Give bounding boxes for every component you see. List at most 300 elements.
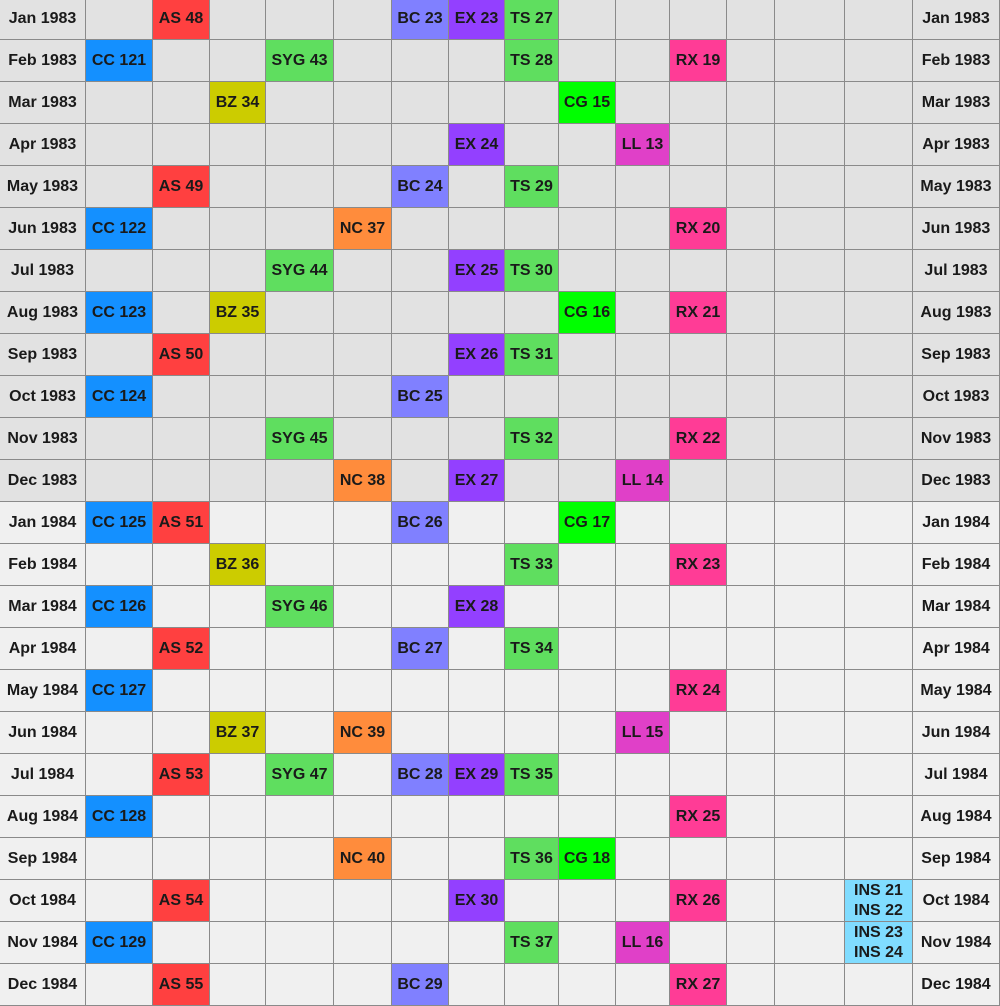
empty-cell	[505, 712, 559, 754]
empty-cell	[616, 82, 670, 124]
empty-cell	[153, 292, 210, 334]
empty-cell	[334, 586, 392, 628]
row-label-left: Aug 1984	[0, 796, 86, 838]
issue-cell-ts: TS 34	[505, 628, 559, 670]
empty-cell	[334, 964, 392, 1006]
empty-cell	[616, 586, 670, 628]
empty-cell	[670, 166, 727, 208]
empty-cell	[775, 838, 845, 880]
empty-cell	[505, 208, 559, 250]
row-label-right: Jul 1984	[913, 754, 1000, 796]
row-label-left: Jul 1984	[0, 754, 86, 796]
empty-cell	[616, 40, 670, 82]
empty-cell	[449, 292, 505, 334]
empty-cell	[616, 754, 670, 796]
issue-cell-cc: CC 124	[86, 376, 153, 418]
empty-cell	[616, 838, 670, 880]
empty-cell	[334, 628, 392, 670]
empty-cell	[266, 670, 334, 712]
issue-cell-syg: SYG 43	[266, 40, 334, 82]
issue-cell-ts: TS 29	[505, 166, 559, 208]
row-label-left: Dec 1984	[0, 964, 86, 1006]
empty-cell	[727, 922, 775, 964]
empty-cell	[210, 586, 266, 628]
empty-cell	[505, 124, 559, 166]
empty-cell	[86, 712, 153, 754]
empty-cell	[153, 460, 210, 502]
issue-label: INS 21	[854, 881, 903, 899]
empty-cell	[334, 40, 392, 82]
empty-cell	[775, 40, 845, 82]
empty-cell	[775, 124, 845, 166]
issue-cell-rx: RX 26	[670, 880, 727, 922]
row-label-right: Sep 1984	[913, 838, 1000, 880]
empty-cell	[845, 376, 913, 418]
issue-cell-bc: BC 23	[392, 0, 449, 40]
empty-cell	[210, 502, 266, 544]
empty-cell	[334, 250, 392, 292]
row-label-right: Jan 1984	[913, 502, 1000, 544]
empty-cell	[775, 292, 845, 334]
row-label-right: Jun 1983	[913, 208, 1000, 250]
empty-cell	[727, 334, 775, 376]
empty-cell	[559, 922, 616, 964]
issue-cell-rx: RX 27	[670, 964, 727, 1006]
empty-cell	[210, 166, 266, 208]
empty-cell	[266, 712, 334, 754]
row-label-right: Jul 1983	[913, 250, 1000, 292]
empty-cell	[392, 922, 449, 964]
empty-cell	[210, 880, 266, 922]
empty-cell	[210, 628, 266, 670]
issue-cell-ts: TS 31	[505, 334, 559, 376]
issue-cell-ts: TS 35	[505, 754, 559, 796]
row-label-right: Dec 1983	[913, 460, 1000, 502]
empty-cell	[153, 418, 210, 460]
empty-cell	[153, 124, 210, 166]
row-label-right: Aug 1983	[913, 292, 1000, 334]
empty-cell	[845, 628, 913, 670]
empty-cell	[392, 796, 449, 838]
empty-cell	[775, 418, 845, 460]
issue-cell-bz: BZ 37	[210, 712, 266, 754]
empty-cell	[775, 544, 845, 586]
empty-cell	[845, 502, 913, 544]
issue-cell-syg: SYG 44	[266, 250, 334, 292]
issue-cell-ts: TS 30	[505, 250, 559, 292]
issue-cell-ts: TS 37	[505, 922, 559, 964]
empty-cell	[210, 460, 266, 502]
empty-cell	[392, 460, 449, 502]
empty-cell	[266, 838, 334, 880]
empty-cell	[153, 712, 210, 754]
empty-cell	[727, 628, 775, 670]
row-label-right: Feb 1984	[913, 544, 1000, 586]
empty-cell	[670, 838, 727, 880]
empty-cell	[845, 334, 913, 376]
empty-cell	[845, 250, 913, 292]
row-label-left: Apr 1984	[0, 628, 86, 670]
row-label-left: Mar 1983	[0, 82, 86, 124]
empty-cell	[559, 40, 616, 82]
row-label-left: Nov 1984	[0, 922, 86, 964]
row-label-right: Mar 1983	[913, 82, 1000, 124]
empty-cell	[153, 922, 210, 964]
empty-cell	[616, 796, 670, 838]
row-label-left: Jan 1983	[0, 0, 86, 40]
issue-cell-as: AS 51	[153, 502, 210, 544]
empty-cell	[210, 250, 266, 292]
empty-cell	[153, 586, 210, 628]
empty-cell	[334, 334, 392, 376]
row-label-left: Aug 1983	[0, 292, 86, 334]
empty-cell	[727, 712, 775, 754]
row-label-right: Dec 1984	[913, 964, 1000, 1006]
row-label-left: Jun 1983	[0, 208, 86, 250]
empty-cell	[210, 208, 266, 250]
empty-cell	[266, 334, 334, 376]
empty-cell	[727, 82, 775, 124]
empty-cell	[616, 250, 670, 292]
empty-cell	[86, 628, 153, 670]
empty-cell	[86, 0, 153, 40]
empty-cell	[153, 208, 210, 250]
issue-label: INS 24	[854, 943, 903, 961]
row-label-right: Apr 1984	[913, 628, 1000, 670]
issue-cell-syg: SYG 46	[266, 586, 334, 628]
empty-cell	[727, 0, 775, 40]
empty-cell	[670, 460, 727, 502]
empty-cell	[845, 964, 913, 1006]
empty-cell	[616, 502, 670, 544]
empty-cell	[559, 628, 616, 670]
empty-cell	[559, 166, 616, 208]
row-label-right: Feb 1983	[913, 40, 1000, 82]
issue-cell-ts: TS 28	[505, 40, 559, 82]
empty-cell	[727, 124, 775, 166]
row-label-left: Oct 1984	[0, 880, 86, 922]
empty-cell	[559, 376, 616, 418]
issue-cell-cc: CC 126	[86, 586, 153, 628]
empty-cell	[210, 334, 266, 376]
empty-cell	[392, 880, 449, 922]
empty-cell	[334, 166, 392, 208]
empty-cell	[616, 334, 670, 376]
empty-cell	[505, 880, 559, 922]
empty-cell	[727, 418, 775, 460]
empty-cell	[845, 460, 913, 502]
issue-cell-cg: CG 15	[559, 82, 616, 124]
empty-cell	[449, 376, 505, 418]
empty-cell	[670, 82, 727, 124]
empty-cell	[727, 376, 775, 418]
empty-cell	[153, 838, 210, 880]
issue-cell-cg: CG 18	[559, 838, 616, 880]
issue-cell-as: AS 50	[153, 334, 210, 376]
empty-cell	[392, 40, 449, 82]
empty-cell	[449, 838, 505, 880]
empty-cell	[392, 292, 449, 334]
empty-cell	[334, 544, 392, 586]
issue-cell-as: AS 53	[153, 754, 210, 796]
empty-cell	[727, 40, 775, 82]
empty-cell	[392, 82, 449, 124]
empty-cell	[334, 796, 392, 838]
empty-cell	[334, 376, 392, 418]
empty-cell	[266, 922, 334, 964]
empty-cell	[727, 250, 775, 292]
empty-cell	[845, 670, 913, 712]
empty-cell	[449, 712, 505, 754]
empty-cell	[505, 460, 559, 502]
empty-cell	[210, 418, 266, 460]
row-label-left: Dec 1983	[0, 460, 86, 502]
issue-cell-nc: NC 40	[334, 838, 392, 880]
empty-cell	[266, 124, 334, 166]
issue-cell-bc: BC 27	[392, 628, 449, 670]
empty-cell	[266, 208, 334, 250]
empty-cell	[775, 502, 845, 544]
empty-cell	[449, 922, 505, 964]
empty-cell	[775, 586, 845, 628]
issue-cell-cc: CC 122	[86, 208, 153, 250]
empty-cell	[559, 418, 616, 460]
issue-cell-as: AS 54	[153, 880, 210, 922]
empty-cell	[845, 796, 913, 838]
issue-cell-bc: BC 26	[392, 502, 449, 544]
empty-cell	[616, 292, 670, 334]
issue-cell-bc: BC 25	[392, 376, 449, 418]
empty-cell	[775, 460, 845, 502]
empty-cell	[266, 460, 334, 502]
empty-cell	[727, 586, 775, 628]
issue-cell-cc: CC 129	[86, 922, 153, 964]
empty-cell	[845, 0, 913, 40]
empty-cell	[449, 208, 505, 250]
empty-cell	[86, 880, 153, 922]
empty-cell	[616, 166, 670, 208]
empty-cell	[334, 922, 392, 964]
empty-cell	[86, 838, 153, 880]
issue-cell-as: AS 52	[153, 628, 210, 670]
empty-cell	[505, 796, 559, 838]
row-label-right: Mar 1984	[913, 586, 1000, 628]
empty-cell	[775, 880, 845, 922]
empty-cell	[616, 418, 670, 460]
empty-cell	[210, 754, 266, 796]
empty-cell	[392, 712, 449, 754]
empty-cell	[616, 880, 670, 922]
row-label-left: Sep 1983	[0, 334, 86, 376]
row-label-right: Oct 1984	[913, 880, 1000, 922]
empty-cell	[449, 166, 505, 208]
empty-cell	[616, 670, 670, 712]
empty-cell	[266, 628, 334, 670]
empty-cell	[153, 250, 210, 292]
issue-cell-ex: EX 27	[449, 460, 505, 502]
empty-cell	[845, 586, 913, 628]
empty-cell	[392, 250, 449, 292]
empty-cell	[670, 250, 727, 292]
empty-cell	[559, 334, 616, 376]
empty-cell	[449, 418, 505, 460]
issue-cell-bc: BC 28	[392, 754, 449, 796]
empty-cell	[559, 250, 616, 292]
empty-cell	[449, 628, 505, 670]
empty-cell	[616, 0, 670, 40]
empty-cell	[210, 0, 266, 40]
empty-cell	[775, 670, 845, 712]
issue-cell-rx: RX 19	[670, 40, 727, 82]
issue-cell-cc: CC 127	[86, 670, 153, 712]
issue-cell-nc: NC 38	[334, 460, 392, 502]
row-label-right: Oct 1983	[913, 376, 1000, 418]
empty-cell	[845, 754, 913, 796]
empty-cell	[334, 82, 392, 124]
empty-cell	[727, 796, 775, 838]
empty-cell	[670, 628, 727, 670]
issue-cell-bz: BZ 35	[210, 292, 266, 334]
empty-cell	[559, 460, 616, 502]
empty-cell	[670, 922, 727, 964]
empty-cell	[334, 0, 392, 40]
row-label-right: Jun 1984	[913, 712, 1000, 754]
empty-cell	[505, 292, 559, 334]
row-label-left: Apr 1983	[0, 124, 86, 166]
issue-cell-cc: CC 121	[86, 40, 153, 82]
empty-cell	[449, 964, 505, 1006]
empty-cell	[392, 544, 449, 586]
empty-cell	[266, 166, 334, 208]
row-label-right: Sep 1983	[913, 334, 1000, 376]
empty-cell	[775, 796, 845, 838]
empty-cell	[616, 964, 670, 1006]
empty-cell	[775, 250, 845, 292]
empty-cell	[392, 670, 449, 712]
empty-cell	[845, 82, 913, 124]
empty-cell	[670, 586, 727, 628]
empty-cell	[559, 754, 616, 796]
empty-cell	[727, 880, 775, 922]
issue-cell-syg: SYG 47	[266, 754, 334, 796]
issue-cell-rx: RX 23	[670, 544, 727, 586]
empty-cell	[559, 586, 616, 628]
empty-cell	[505, 376, 559, 418]
row-label-left: Jan 1984	[0, 502, 86, 544]
empty-cell	[727, 670, 775, 712]
issue-cell-nc: NC 37	[334, 208, 392, 250]
empty-cell	[845, 208, 913, 250]
empty-cell	[559, 712, 616, 754]
empty-cell	[210, 40, 266, 82]
empty-cell	[266, 292, 334, 334]
empty-cell	[153, 376, 210, 418]
empty-cell	[559, 124, 616, 166]
empty-cell	[334, 502, 392, 544]
empty-cell	[559, 208, 616, 250]
empty-cell	[266, 964, 334, 1006]
issue-cell-ts: TS 27	[505, 0, 559, 40]
empty-cell	[392, 418, 449, 460]
empty-cell	[392, 334, 449, 376]
empty-cell	[845, 838, 913, 880]
empty-cell	[392, 838, 449, 880]
empty-cell	[559, 964, 616, 1006]
row-label-left: Mar 1984	[0, 586, 86, 628]
row-label-left: May 1983	[0, 166, 86, 208]
empty-cell	[153, 40, 210, 82]
empty-cell	[334, 124, 392, 166]
empty-cell	[505, 964, 559, 1006]
empty-cell	[153, 796, 210, 838]
empty-cell	[153, 544, 210, 586]
issue-cell-ex: EX 26	[449, 334, 505, 376]
row-label-right: Nov 1984	[913, 922, 1000, 964]
issue-cell-ex: EX 28	[449, 586, 505, 628]
empty-cell	[727, 964, 775, 1006]
empty-cell	[559, 796, 616, 838]
empty-cell	[86, 334, 153, 376]
issue-cell-ex: EX 30	[449, 880, 505, 922]
issue-cell-ts: TS 32	[505, 418, 559, 460]
empty-cell	[845, 292, 913, 334]
empty-cell	[505, 670, 559, 712]
issue-cell-ex: EX 23	[449, 0, 505, 40]
row-label-right: May 1984	[913, 670, 1000, 712]
issue-cell-bc: BC 29	[392, 964, 449, 1006]
empty-cell	[845, 166, 913, 208]
row-label-left: Feb 1984	[0, 544, 86, 586]
empty-cell	[727, 754, 775, 796]
empty-cell	[616, 376, 670, 418]
empty-cell	[210, 838, 266, 880]
empty-cell	[616, 628, 670, 670]
empty-cell	[775, 712, 845, 754]
empty-cell	[449, 796, 505, 838]
empty-cell	[334, 418, 392, 460]
empty-cell	[392, 124, 449, 166]
empty-cell	[266, 82, 334, 124]
empty-cell	[775, 208, 845, 250]
empty-cell	[775, 964, 845, 1006]
empty-cell	[334, 292, 392, 334]
issue-cell-ins	[845, 880, 913, 922]
row-label-left: May 1984	[0, 670, 86, 712]
issue-cell-as: AS 48	[153, 0, 210, 40]
row-label-left: Jun 1984	[0, 712, 86, 754]
empty-cell	[775, 628, 845, 670]
issue-cell-rx: RX 21	[670, 292, 727, 334]
empty-cell	[775, 82, 845, 124]
empty-cell	[670, 712, 727, 754]
issue-cell-rx: RX 25	[670, 796, 727, 838]
empty-cell	[670, 754, 727, 796]
empty-cell	[727, 502, 775, 544]
empty-cell	[505, 586, 559, 628]
issue-cell-cc: CC 128	[86, 796, 153, 838]
issue-cell-cc: CC 125	[86, 502, 153, 544]
row-label-right: Nov 1983	[913, 418, 1000, 460]
empty-cell	[86, 754, 153, 796]
empty-cell	[449, 670, 505, 712]
empty-cell	[392, 586, 449, 628]
row-label-left: Oct 1983	[0, 376, 86, 418]
issue-cell-ll: LL 13	[616, 124, 670, 166]
empty-cell	[210, 124, 266, 166]
empty-cell	[670, 124, 727, 166]
row-label-right: Aug 1984	[913, 796, 1000, 838]
issue-cell-ins	[845, 922, 913, 964]
